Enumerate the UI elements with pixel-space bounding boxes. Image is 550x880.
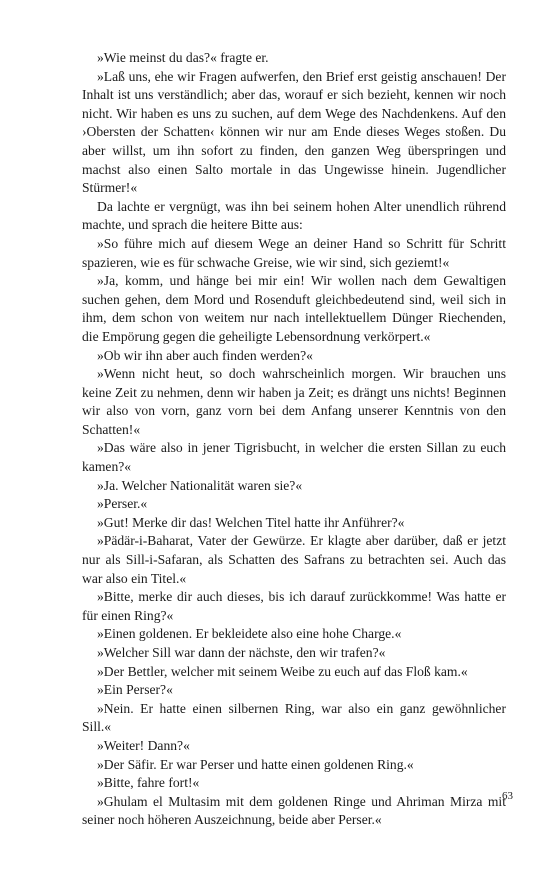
paragraph: »Ein Perser?« bbox=[97, 682, 173, 698]
page-number: 63 bbox=[502, 790, 513, 802]
book-text bbox=[82, 49, 506, 830]
paragraph: »Der Säfir. Er war Perser und hatte einen goldenen Ring.« bbox=[97, 756, 414, 772]
paragraph: »Bitte, merke dir auch dieses, bis ich darauf zurückkomme! Was hatte er für einen Ring?« bbox=[82, 589, 506, 623]
paragraph: »Welcher Sill war dann der nächste, den wir trafen?« bbox=[97, 645, 386, 660]
paragraph: »So führe mich auf diesem Wege an deiner Hand so Schritt für Schritt spazieren, wie es für schwache Greise, wie wir sind, sich geziemt!« bbox=[82, 235, 506, 270]
paragraph: »Pädär-i-Baharat, Vater der Gewürze. Er klagte aber darüber, daß er jetzt nur als Sill-i-Safaran, als Schatten des Safrans zu betrachten sei. Auch das war also ein Titel.« bbox=[82, 533, 506, 586]
paragraph: »Ja, komm, und hänge bei mir ein! Wir wollen nach dem Gewaltigen suchen gehen, dem Mord und Rosenduft gleichbedeutend sind, weil sich in ihm, dem schon von weitem nur nach intellektuellem Dünger Riechenden, die Empörung gegen die geheiligte Lebensordnung verkörpert.« bbox=[82, 273, 506, 344]
paragraph: »Einen goldenen. Er bekleidete also eine hohe Charge.« bbox=[97, 626, 402, 642]
paragraph: »Gut! Merke dir das! Welchen Titel hatte ihr Anführer?« bbox=[97, 514, 405, 530]
paragraph: »Nein. Er hatte einen silbernen Ring, war also ein ganz gewöhnlicher Sill.« bbox=[82, 700, 506, 735]
paragraph: »Wenn nicht heut, so doch wahrscheinlich morgen. Wir brauchen uns keine Zeit zu nehmen, denn wir haben ja Zeit; es drängt uns nichts! Beginnen wir also von vorn, ganz vorn bei dem Anfang unserer Kenntnis von den Schatten!« bbox=[82, 366, 506, 437]
paragraph: »Ja. Welcher Nationalität waren sie?« bbox=[97, 477, 303, 493]
paragraph: »Wie meinst du das?« fragte er. bbox=[97, 50, 269, 65]
paragraph: »Das wäre also in jener Tigrisbucht, in welcher die ersten Sillan zu euch kamen?« bbox=[82, 440, 506, 475]
paragraph: »Laß uns, ehe wir Fragen aufwerfen, den Brief erst geistig anschauen! Der Inhalt ist uns verständlich; aber das, worauf er sich bezieht, kennen wir noch nicht. Wir haben es uns zu suchen, auf dem Wege des Nachdenkens. Auf den ›Obersten der Schatten‹ können wir nur am Ende dieses Weges stoßen. Du aber willst, um ihn sofort zu finden, den ganzen Weg überspringen und machst also einen Salto mortale in das Ungewisse hinein. Jugendlicher Stürmer!« bbox=[82, 68, 506, 196]
paragraph: »Weiter! Dann?« bbox=[97, 737, 190, 753]
paragraph: Da lachte er vergnügt, was ihn bei seinem hohen Alter unendlich rührend machte, und sprach die heitere Bitte aus: bbox=[82, 198, 506, 233]
paragraph: »Der Bettler, welcher mit seinem Weibe zu euch auf das Floß kam.« bbox=[97, 663, 468, 679]
paragraph: »Bitte, fahre fort!« bbox=[97, 775, 200, 791]
paragraph: »Perser.« bbox=[97, 496, 148, 512]
paragraph: »Ob wir ihn aber auch finden werden?« bbox=[97, 347, 313, 363]
paragraph: »Ghulam el Multasim mit dem goldenen Ringe und Ahriman Mirza mit seiner noch höheren Auszeichnung, beide aber Perser.« bbox=[82, 793, 506, 828]
